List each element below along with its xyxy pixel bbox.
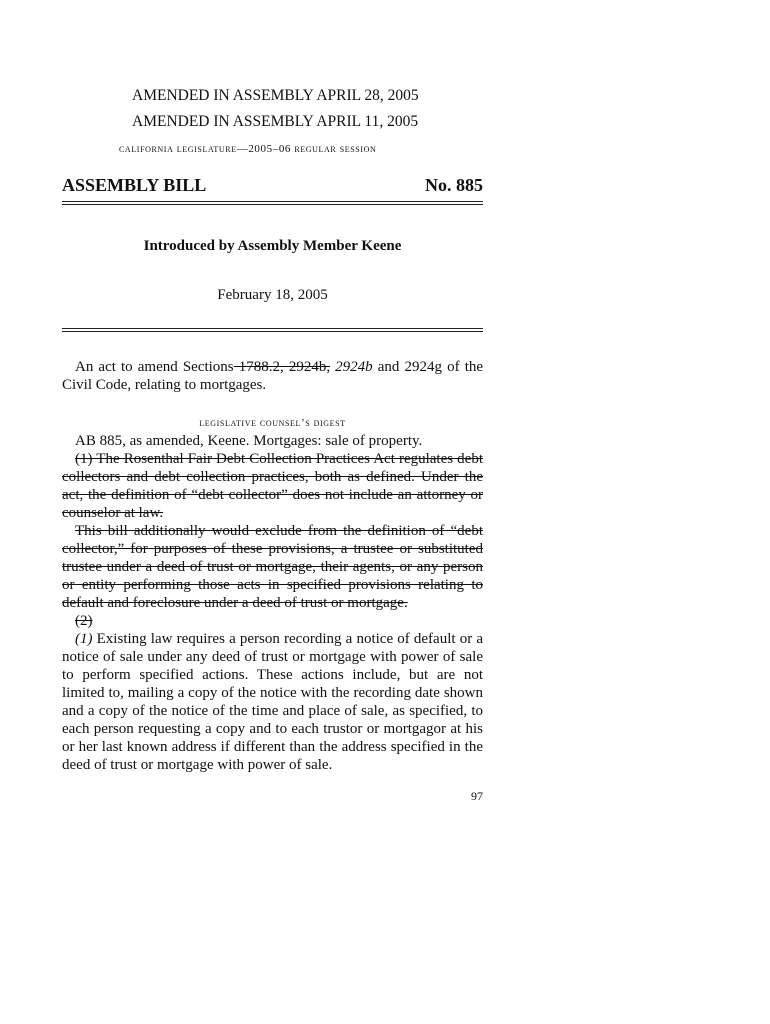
digest-inserted-marker: (1) — [75, 631, 93, 647]
digest-paragraph-3 — [62, 630, 483, 774]
digest-summary: AB 885, as amended, Keene. Mortgages: sale of property. — [75, 433, 423, 449]
page-number: 97 — [471, 789, 483, 803]
introduced-by: Introduced by Assembly Member Keene — [143, 238, 402, 254]
bill-heading — [62, 175, 483, 196]
digest-body — [62, 432, 483, 774]
amended-date-1: AMENDED IN ASSEMBLY APRIL 28, 2005 — [132, 87, 419, 104]
introduction-date: February 18, 2005 — [217, 287, 328, 303]
digest-struck-paragraph-1: (1) The Rosenthal Fair Debt Collection Practices Act regulates debt collectors and debt collection practices, both as defined. Under the act, the definition of “debt collector” does not include an attorney or counselor at law. — [62, 451, 483, 521]
session-line: california legislature—2005–06 regular session — [119, 143, 377, 155]
bill-type: ASSEMBLY BILL — [62, 175, 207, 195]
bill-number: No. 885 — [425, 175, 483, 195]
act-prefix: An act to amend Sections — [75, 359, 234, 375]
act-title — [62, 358, 483, 394]
heading-rule — [62, 201, 483, 205]
act-struck-text: 1788.2, 2924b, — [233, 359, 331, 375]
amended-date-2: AMENDED IN ASSEMBLY APRIL 11, 2005 — [132, 113, 419, 130]
digest-paragraph-3-text: Existing law requires a person recording a notice of default or a notice of sale under any deed of trust or mortgage with power of sale to perform specified actions. These actions include, but are not limited to, mailing a copy of the notice with the recording date shown and a copy of the notice of the time and place of sale, as specified, to each person requesting a copy and to each trustor or mortgagor at his or her last known address if different than the address specified in the deed of trust or mortgage with power of sale. — [62, 631, 483, 773]
digest-struck-paragraph-2: This bill additionally would exclude from the definition of “debt collector,” for purposes of these provisions, a trustee or substituted trustee under a deed of trust or mortgage, their agents, or any person or entity performing those acts in specified provisions relating to default and foreclosure under a deed of trust or mortgage. — [62, 523, 483, 611]
section-rule — [62, 328, 483, 332]
digest-label: legislative counsel’s digest — [199, 417, 346, 429]
digest-struck-marker: (2) — [75, 613, 93, 629]
act-suffix: and 2924g of the Civil Code, relating to mortgages. — [62, 359, 484, 393]
act-inserted-text: 2924b — [330, 359, 373, 375]
